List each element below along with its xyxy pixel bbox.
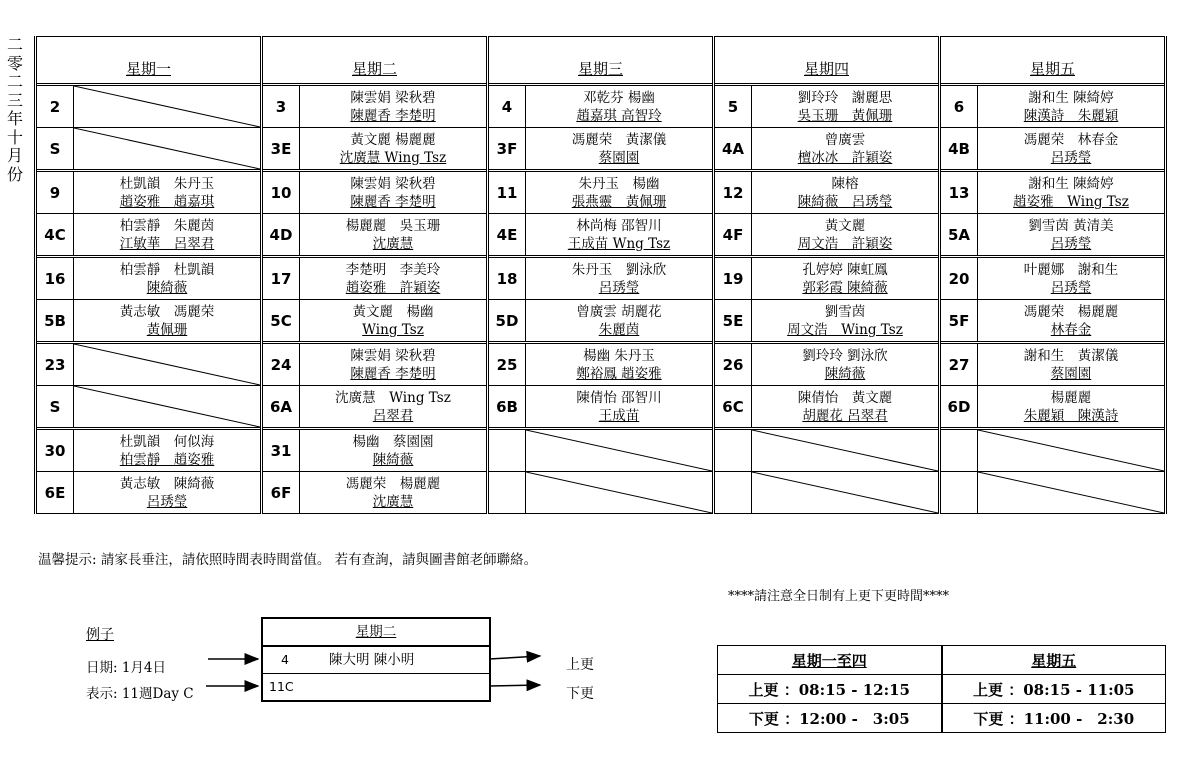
- month-title-char: 零: [6, 53, 23, 73]
- duty-name-line: 楊幽 朱丹玉: [583, 347, 655, 364]
- duty-name-line: 黃文麗 楊幽: [352, 303, 434, 320]
- duty-name-line: 朱丹玉 楊幽: [578, 175, 660, 192]
- duty-name-line: 陳雲娟 梁秋碧: [350, 175, 436, 192]
- duty-name-line: 陳綺薇: [146, 279, 188, 296]
- duty-name-line: 楊麗麗: [1050, 389, 1092, 406]
- duty-name-line: 呂琇瑩: [598, 279, 640, 296]
- duty-name-line: 劉雪茵: [824, 303, 866, 320]
- day-number: 30: [36, 429, 74, 472]
- duty-name-line: 劉雪茵 黃清美: [1028, 217, 1114, 234]
- day-number: 6A: [262, 386, 300, 429]
- duty-name-line: 趙姿雅 許穎姿: [345, 279, 441, 296]
- day-header: 星期三: [488, 37, 714, 85]
- day-number: 26: [714, 343, 752, 386]
- duty-name-line: 柏雲靜 朱麗茵: [119, 217, 215, 234]
- duty-name-line: 黃志敏 陳綺薇: [119, 475, 215, 492]
- day-number: 5B: [36, 300, 74, 343]
- reminder-note: 温馨提示: 請家長垂注，請依照時間表時間當值。 若有查詢，請與圖書館老師聯絡。: [38, 552, 538, 568]
- duty-name-line: 王成苗: [598, 407, 640, 424]
- day-number: 9: [36, 171, 74, 214]
- day-number: 6C: [714, 386, 752, 429]
- day-number: 20: [940, 257, 978, 300]
- day-number: 25: [488, 343, 526, 386]
- duty-name-line: 呂琇瑩: [1050, 279, 1092, 296]
- duty-name-line: 杜凱韻 何似海: [119, 433, 215, 450]
- month-title-char: 二: [6, 35, 23, 54]
- day-number: 19: [714, 257, 752, 300]
- day-number: 6D: [940, 386, 978, 429]
- duty-name-line: 呂翠君: [372, 407, 414, 424]
- duty-name-line: 馮麗荣 楊麗麗: [345, 475, 441, 492]
- duty-name-line: 吳玉珊 黃佩珊: [797, 107, 893, 124]
- example-names: 陳大明 陳小明: [328, 652, 415, 668]
- day-number: 17: [262, 257, 300, 300]
- day-number: 5F: [940, 300, 978, 343]
- example-show-label: 表示: 11週Day C: [86, 686, 194, 702]
- duty-name-line: 趙姿雅 趙嘉琪: [119, 193, 215, 210]
- duty-name-line: 馮麗荣 黃潔儀: [571, 131, 667, 148]
- day-number: 6B: [488, 386, 526, 429]
- duty-name-line: 劉玲玲 謝麗思: [797, 89, 893, 106]
- day-header: 星期二: [262, 37, 488, 85]
- upper-shift-label: 上更: [566, 657, 594, 673]
- day-number: 4B: [940, 128, 978, 171]
- duty-name-line: 張燕靈 黃佩珊: [571, 193, 667, 210]
- duty-name-line: Wing Tsz: [362, 321, 424, 338]
- day-number: 31: [262, 429, 300, 472]
- duty-name-line: 謝和生 陳綺婷: [1028, 175, 1114, 192]
- duty-name-line: 黃文麗 楊麗麗: [350, 131, 436, 148]
- example-date-label: 日期: 1月4日: [86, 660, 167, 676]
- arrow-lower: [489, 685, 540, 686]
- duty-name-line: 呂琇瑩: [146, 493, 188, 510]
- example-code: 11C: [263, 673, 489, 700]
- duty-name-line: 陳麗香 李楚明: [350, 365, 436, 382]
- day-number: 10: [262, 171, 300, 214]
- duty-name-line: 沈廣慧: [372, 493, 414, 510]
- example-box-header: 星期二: [355, 624, 397, 640]
- duty-name-line: 江敏華 呂翠君: [119, 235, 215, 252]
- day-number: 5E: [714, 300, 752, 343]
- duty-name-line: 周文浩 許穎姿: [797, 235, 893, 252]
- duty-name-line: 謝和生 黃潔儀: [1023, 347, 1119, 364]
- duty-name-line: 馮麗荣 楊麗麗: [1023, 303, 1119, 320]
- duty-name-line: 曾廣雲 胡麗花: [576, 303, 662, 320]
- month-title-char: 二: [6, 72, 23, 91]
- day-number: 27: [940, 343, 978, 386]
- duty-name-line: 陳倩怡 邵智川: [576, 389, 662, 406]
- day-number: 4D: [262, 214, 300, 257]
- example-day: 4: [281, 652, 289, 667]
- day-number: 12: [714, 171, 752, 214]
- day-number: 16: [36, 257, 74, 300]
- day-number: 5C: [262, 300, 300, 343]
- duty-name-line: 林春金: [1050, 321, 1092, 338]
- duty-name-line: 蔡園園: [1050, 365, 1092, 382]
- duty-name-line: 朱丹玉 劉泳欣: [571, 261, 667, 278]
- duty-name-line: 叶麗娜 謝和生: [1023, 261, 1119, 278]
- day-number: 3: [262, 85, 300, 128]
- duty-name-line: 呂琇瑩: [1050, 149, 1092, 166]
- duty-name-line: 邓乾芬 楊幽: [583, 89, 655, 106]
- day-number: 18: [488, 257, 526, 300]
- duty-name-line: 陳綺薇: [824, 365, 866, 382]
- duty-name-line: 陳雲娟 梁秋碧: [350, 347, 436, 364]
- times-head-fri: 星期五: [942, 646, 1166, 675]
- duty-name-line: 朱麗穎 陳漢詩: [1023, 407, 1119, 424]
- duty-name-line: 王成苗 Wng Tsz: [567, 235, 671, 252]
- day-number: 6F: [262, 472, 300, 514]
- duty-name-line: 陳綺薇: [372, 451, 414, 468]
- day-number: 4: [488, 85, 526, 128]
- duty-name-line: 李楚明 李美玲: [345, 261, 441, 278]
- day-number: 4A: [714, 128, 752, 171]
- duty-name-line: 呂琇瑩: [1050, 235, 1092, 252]
- day-number: 2: [36, 85, 74, 128]
- duty-name-line: 趙嘉琪 高智玲: [576, 107, 662, 124]
- duty-name-line: 胡麗花 呂翠君: [802, 407, 888, 424]
- duty-name-line: 沈廣慧 Wing Tsz: [335, 389, 451, 406]
- duty-name-line: 朱麗茵: [598, 321, 640, 338]
- duty-name-line: 楊幽 蔡園園: [352, 433, 434, 450]
- duty-name-line: 馮麗荣 林春金: [1023, 131, 1119, 148]
- lower-shift-label: 下更: [566, 686, 594, 702]
- duty-name-line: 陳雲娟 梁秋碧: [350, 89, 436, 106]
- duty-name-line: 周文浩 Wing Tsz: [787, 321, 903, 338]
- month-title-char: 三: [6, 90, 23, 110]
- duty-name-line: 沈廣慧 Wing Tsz: [339, 149, 447, 166]
- day-number: 13: [940, 171, 978, 214]
- day-number: S: [36, 128, 74, 171]
- day-number: S: [36, 386, 74, 429]
- duty-name-line: 黃文麗: [824, 217, 866, 234]
- duty-name-line: 陳麗香 李楚明: [350, 193, 436, 210]
- times-lower-mon-thu: 下更 ：12:00 - 3:05: [718, 704, 942, 733]
- day-number: 4E: [488, 214, 526, 257]
- day-number: 3E: [262, 128, 300, 171]
- duty-name-line: 趙姿雅 Wing Tsz: [1013, 193, 1129, 210]
- day-number: 5D: [488, 300, 526, 343]
- duty-name-line: 孔婷婷 陳虹鳳: [802, 261, 888, 278]
- duty-name-line: 陳倩怡 黃文麗: [797, 389, 893, 406]
- day-number: 3F: [488, 128, 526, 171]
- times-upper-fri: 上更 ：08:15 - 11:05: [942, 675, 1166, 704]
- duty-name-line: 郭彩霞 陳綺薇: [802, 279, 888, 296]
- times-head-mon-thu: 星期一至四: [718, 646, 942, 675]
- duty-name-line: 鄭裕鳳 趙姿雅: [576, 365, 662, 382]
- day-header: 星期一: [36, 37, 262, 85]
- day-number: 6E: [36, 472, 74, 514]
- duty-name-line: 黃佩珊: [146, 321, 188, 338]
- example-title: 例子: [86, 627, 114, 643]
- times-lower-fri: 下更 ：11:00 - 2:30: [942, 704, 1166, 733]
- month-title-char: 月: [6, 146, 23, 165]
- times-upper-mon-thu: 上更 ：08:15 - 12:15: [718, 675, 942, 704]
- day-number: 11: [488, 171, 526, 214]
- duty-name-line: 劉玲玲 劉泳欣: [802, 347, 888, 364]
- duty-name-line: 蔡園園: [598, 149, 640, 166]
- month-title-char: 年: [6, 109, 23, 128]
- duty-name-line: 曾廣雲: [824, 131, 866, 148]
- month-title-char: 十: [6, 127, 23, 147]
- duty-name-line: 杜凱韻 朱丹玉: [119, 175, 215, 192]
- duty-name-line: 陳麗香 李楚明: [350, 107, 436, 124]
- duty-name-line: 陳榕: [831, 175, 859, 192]
- duty-name-line: 沈廣慧: [372, 235, 414, 252]
- day-number: 24: [262, 343, 300, 386]
- shift-times-table: [717, 645, 1166, 733]
- shift-time-note: ****請注意全日制有上更下更時間****: [728, 589, 950, 604]
- duty-name-line: 林尚梅 邵智川: [576, 217, 662, 234]
- duty-name-line: 陳綺薇 呂琇瑩: [797, 193, 893, 210]
- duty-name-line: 檀冰冰 許穎姿: [797, 149, 893, 166]
- day-number: 4F: [714, 214, 752, 257]
- day-number: 5: [714, 85, 752, 128]
- arrow-upper: [489, 656, 540, 659]
- day-number: 5A: [940, 214, 978, 257]
- day-number: 4C: [36, 214, 74, 257]
- day-header: 星期五: [940, 37, 1166, 85]
- day-number: 6: [940, 85, 978, 128]
- duty-name-line: 柏雲靜 趙姿雅: [119, 451, 215, 468]
- month-title-char: 份: [6, 164, 23, 184]
- duty-name-line: 謝和生 陳綺婷: [1028, 89, 1114, 106]
- day-header: 星期四: [714, 37, 940, 85]
- duty-name-line: 陳漢詩 朱麗穎: [1023, 107, 1119, 124]
- duty-name-line: 黃志敏 馮麗荣: [119, 303, 215, 320]
- duty-name-line: 柏雲靜 杜凱韻: [119, 261, 215, 278]
- duty-name-line: 楊麗麗 吳玉珊: [345, 217, 441, 234]
- day-number: 23: [36, 343, 74, 386]
